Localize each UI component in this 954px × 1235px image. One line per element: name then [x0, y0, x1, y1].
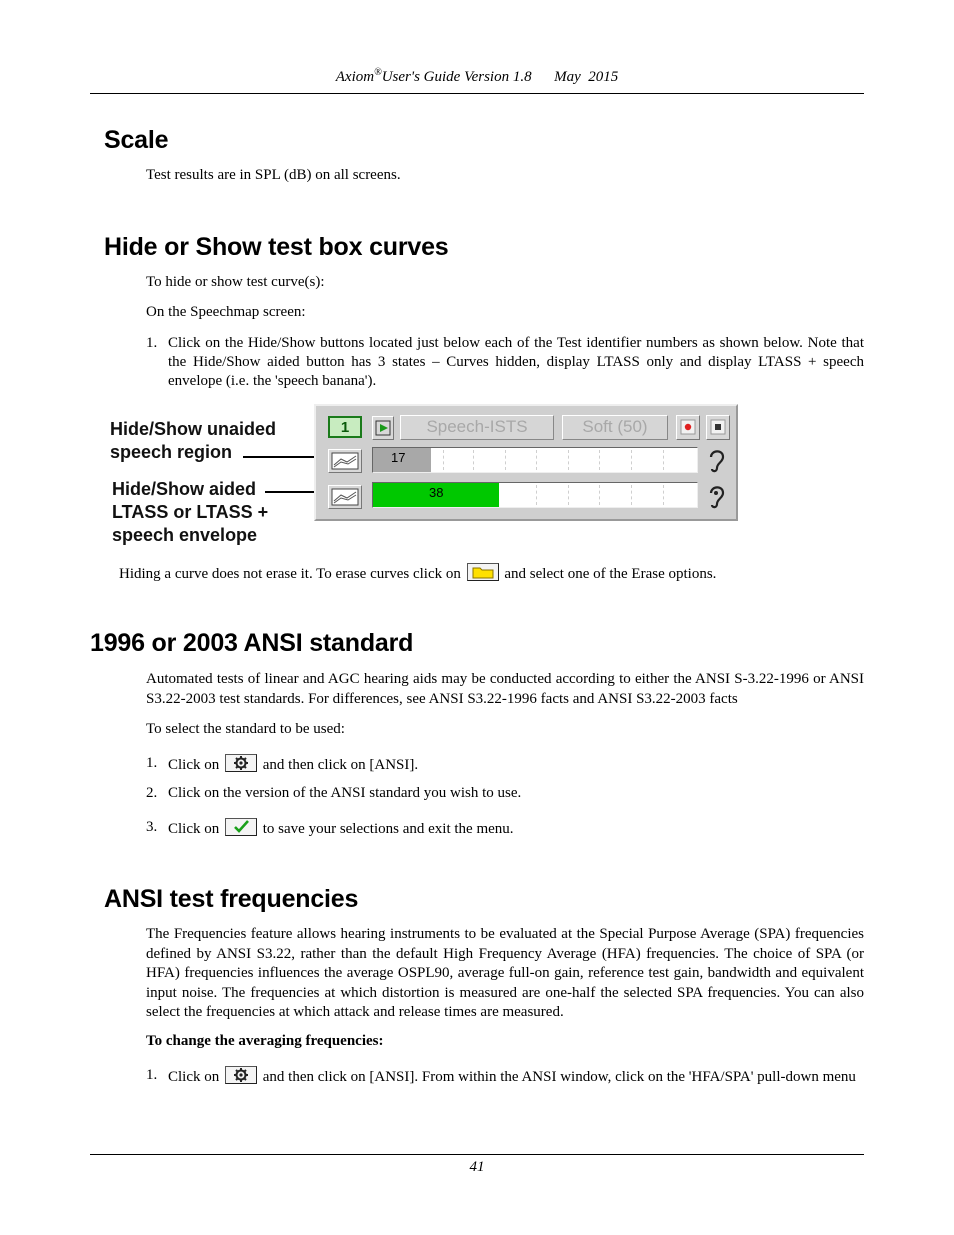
curve-toggle-icon [329, 486, 361, 508]
header-rule [90, 93, 864, 94]
callout-unaided-leader [243, 456, 324, 458]
curve-toggle-icon [329, 450, 361, 472]
callout-aided-line-2: LTASS or LTASS + [112, 502, 269, 522]
step-text-before: Click on [168, 757, 220, 773]
registered-mark: ® [374, 67, 382, 78]
hide-show-intro: To hide or show test curve(s): [146, 274, 325, 290]
erase-note [119, 563, 716, 585]
section-title-frequencies: ANSI test frequencies [104, 885, 359, 913]
scale-body: Test results are in SPL (dB) on all screens. [146, 167, 401, 183]
open-folder-button[interactable] [467, 563, 499, 581]
record-button[interactable] [676, 415, 700, 440]
hide-show-unaided-button[interactable] [328, 449, 362, 473]
settings-button[interactable] [225, 754, 257, 772]
gear-icon [226, 755, 256, 771]
step-number: 1. [146, 335, 158, 351]
step-number: 1. [146, 755, 158, 771]
callout-aided-line-1: Hide/Show aided [112, 479, 257, 499]
ansi-step-1 [146, 754, 864, 776]
callout-unaided-line-1: Hide/Show unaided [110, 419, 277, 439]
frequencies-body: The Frequencies feature allows hearing instruments to be evaluated at the Special Purpose Average (SPA) frequencies defined by ANSI S3.22, rather than the default High Frequency Average (HFA) frequencies. The choice of SPA (or HFA) frequencies influences the average OSPL90, average full-on gain, reference test gain, bandwidth and equivalent input noise. The frequencies at which distortion is measured are one-half the selected SPA frequencies. You can also select the frequencies at which attack and release times are measured. [146, 926, 864, 1020]
ansi-step-2 [146, 784, 864, 806]
section-title-hide-show: Hide or Show test box curves [104, 233, 449, 261]
settings-button[interactable] [225, 1066, 257, 1084]
step-text: Click on the Hide/Show buttons located just below each of the Test identifier numbers as shown below. Note that the Hide/Show aided button has 3 states – Curves hidden, display LTASS only and display LTASS + speech envelope (i.e. the 'speech banana'). [168, 335, 864, 389]
running-header [0, 67, 954, 86]
frequencies-subhead: To change the averaging frequencies: [146, 1033, 384, 1049]
header-brand: Axiom [335, 69, 375, 85]
step-number: 1. [146, 1067, 158, 1083]
step-text: Click on the version of the ANSI standard you wish to use. [168, 785, 522, 801]
step-text-after: and then click on [ANSI]. From within the ANSI window, click on the 'HFA/SPA' pull-down menu [262, 1069, 856, 1085]
ear-icon-aided [704, 482, 728, 510]
aided-level-bar [372, 482, 698, 508]
hide-show-aided-button[interactable] [328, 485, 362, 509]
callout-aided [112, 478, 268, 547]
stop-button[interactable] [706, 415, 730, 440]
section-title-ansi: 1996 or 2003 ANSI standard [90, 629, 414, 657]
ansi-body: Automated tests of linear and AGC hearing aids may be conducted according to either the ANSI S-3.22-1996 or ANSI S3.22-2003 test standards. For differences, see ANSI S3.22-1996 facts and ANSI S3.22-2003 facts [146, 671, 864, 707]
section-title-scale: Scale [104, 126, 169, 154]
signal-select[interactable]: Speech-ISTS [400, 415, 554, 440]
checkmark-icon [226, 819, 256, 835]
step-number: 3. [146, 819, 158, 835]
callout-aided-line-3: speech envelope [112, 525, 258, 545]
play-icon [373, 417, 393, 439]
aided-level-value: 38 [429, 485, 444, 500]
speechmap-panel [314, 404, 738, 521]
frequencies-step-1 [146, 1066, 864, 1106]
gear-icon [226, 1067, 256, 1083]
save-exit-button[interactable] [225, 818, 257, 836]
level-select[interactable]: Soft (50) [562, 415, 668, 440]
step-number: 2. [146, 785, 158, 801]
step-text-after: and then click on [ANSI]. [262, 757, 419, 773]
test-number: 1 [340, 419, 350, 436]
step-text-before: Click on [168, 1069, 220, 1085]
stop-icon [707, 416, 729, 439]
callout-unaided-line-2: speech region [110, 442, 233, 462]
step-text-before: Click on [168, 821, 220, 837]
folder-icon [468, 564, 498, 580]
page-number: 41 [469, 1159, 485, 1175]
record-icon [677, 416, 699, 439]
footer-rule [90, 1154, 864, 1155]
header-version: User's Guide Version 1.8 May 2015 [381, 69, 619, 85]
test-number-button[interactable] [328, 416, 362, 438]
erase-note-before: Hiding a curve does not erase it. To erase curves click on [119, 566, 461, 582]
hide-show-screen: On the Speechmap screen: [146, 304, 306, 320]
ansi-step-3 [146, 818, 864, 840]
unaided-level-value: 17 [391, 450, 406, 465]
ansi-select: To select the standard to be used: [146, 721, 345, 737]
unaided-level-bar [372, 447, 698, 473]
hide-show-step-1 [146, 334, 864, 394]
ear-icon-unaided [704, 446, 728, 474]
erase-note-after: and select one of the Erase options. [504, 566, 717, 582]
step-text-after: to save your selections and exit the menu. [262, 821, 514, 837]
play-button[interactable] [372, 416, 394, 440]
